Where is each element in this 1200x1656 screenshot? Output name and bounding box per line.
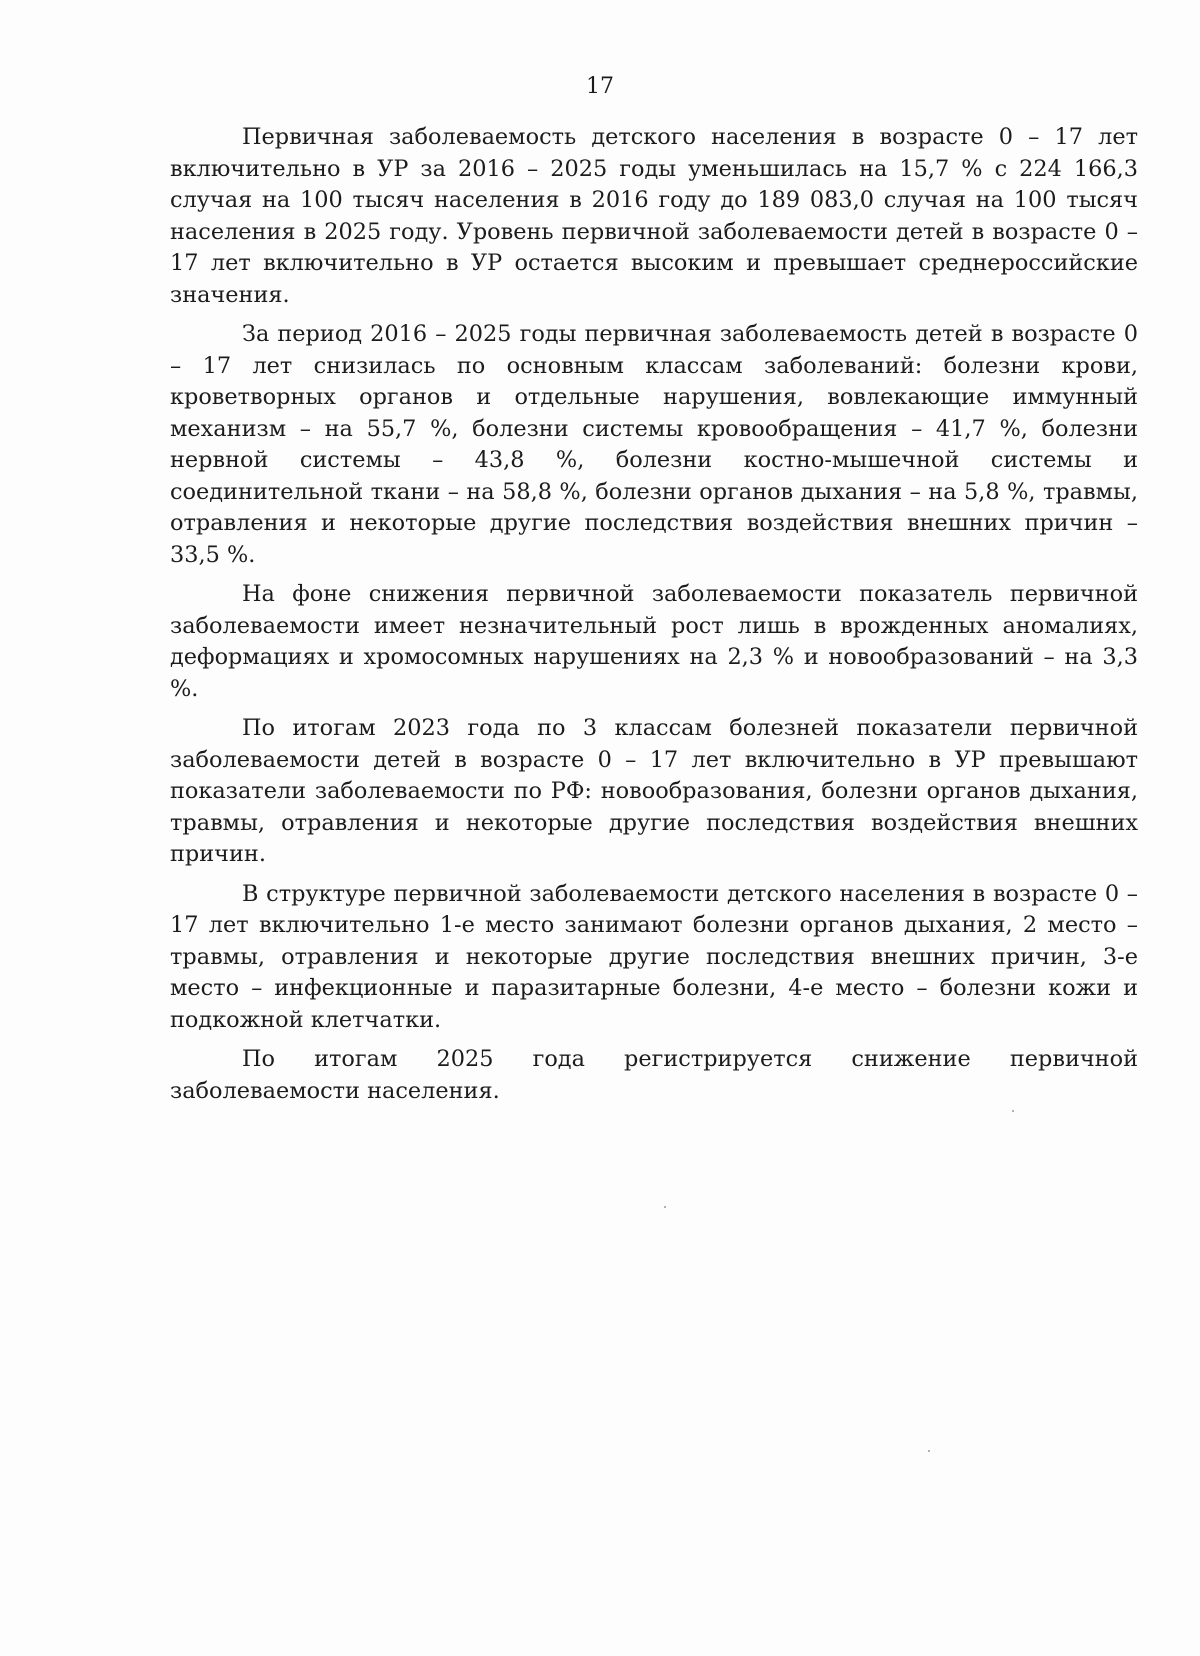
paragraph-4: По итогам 2023 года по 3 классам болезней показатели первичной заболеваемости детей в возрасте 0 – 17 лет включительно в УР превышают показатели заболеваемости по РФ: новообразования, болезни органов дыхания, травмы, отравления и некоторые другие последствия воздействия внешних причин.	[170, 715, 1138, 867]
paragraph-5: В структуре первичной заболеваемости детского населения в возрасте 0 – 17 лет включительно 1-е место занимают болезни органов дыхания, 2 место – травмы, отравления и некоторые другие последствия внешних причин, 3-е место – инфекционные и паразитарные болезни, 4-е место – болезни кожи и подкожной клетчатки.	[170, 880, 1138, 1033]
paragraph-2: За период 2016 – 2025 годы первичная заболеваемость детей в возрасте 0 – 17 лет снизилась по основным классам заболеваний: болезни крови, кроветворных органов и отдельные нарушения, вовлекающие иммунный механизм – на 55,7 %, болезни системы кровообращения – 41,7 %, болезни нервной системы – 43,8 %, болезни костно-мышечной системы и соединительной ткани – на 58,8 %, болезни органов дыхания – на 5,8 %, травмы, отравления и некоторые другие последствия воздействия внешних причин – 33,5 %.	[170, 321, 1138, 568]
paragraph-3: На фоне снижения первичной заболеваемости показатель первичной заболеваемости имеет незначительный рост лишь в врожденных аномалиях, деформациях и хромосомных нарушениях на 2,3 % и новообразований – на 3,3 %.	[170, 581, 1138, 702]
scan-speck	[928, 1450, 930, 1452]
paragraph-6: По итогам 2025 года регистрируется снижение первичной заболеваемости населения.	[170, 1046, 1138, 1104]
paragraph-1: Первичная заболеваемость детского населения в возрасте 0 – 17 лет включительно в УР за 2016 – 2025 годы уменьшилась на 15,7 % с 224 166,3 случая на 100 тысяч населения в 2016 году до 189 083,0 случая на 100 тысяч населения в 2025 году. Уровень первичной заболеваемости детей в возрасте 0 – 17 лет включительно в УР остается высоким и превышает среднероссийские значения.	[170, 124, 1138, 308]
scan-speck	[664, 1206, 666, 1208]
document-body	[170, 122, 1138, 1115]
page-number: 17	[586, 74, 614, 99]
scan-speck	[1012, 1110, 1014, 1112]
